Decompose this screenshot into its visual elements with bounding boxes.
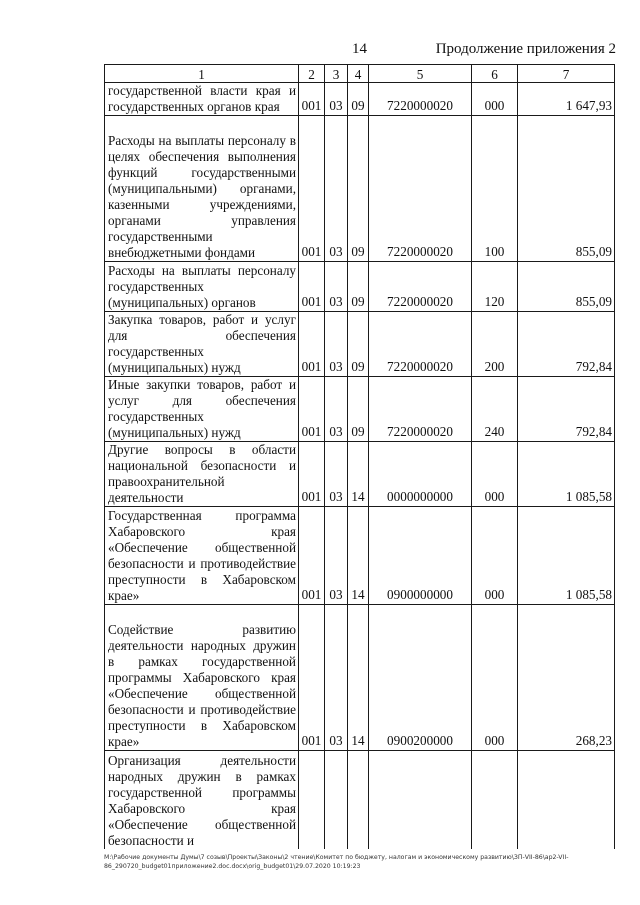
ministry-code: 001	[299, 377, 325, 442]
subsection-code: 14	[348, 605, 369, 751]
section-code	[325, 751, 348, 849]
subsection-code: 09	[348, 83, 369, 116]
table-row	[105, 442, 615, 507]
subsection-code: 14	[348, 442, 369, 507]
subsection-code: 09	[348, 116, 369, 262]
subsection-code: 09	[348, 312, 369, 377]
ministry-code: 001	[299, 507, 325, 605]
target-article-code: 0900200000	[369, 605, 472, 751]
target-article-code	[369, 751, 472, 849]
column-header: 6	[472, 65, 518, 83]
expense-type-code: 200	[472, 312, 518, 377]
section-code: 03	[325, 83, 348, 116]
amount: 792,84	[518, 377, 615, 442]
expense-name: Государственная программа Хабаровского края «Обеспечение общественной безопасности и противодействие преступности в Хабаровском крае»	[105, 507, 299, 605]
column-header: 2	[299, 65, 325, 83]
section-code: 03	[325, 507, 348, 605]
amount	[518, 751, 615, 849]
amount: 268,23	[518, 605, 615, 751]
column-header: 7	[518, 65, 615, 83]
table-row	[105, 507, 615, 605]
expense-name: Организация деятельности народных дружин в рамках государственной программы Хабаровского края «Обеспечение общественной безопасности и	[105, 751, 299, 849]
table-header-row	[105, 65, 615, 83]
expense-name: Закупка товаров, работ и услуг для обеспечения государственных (муниципальных) нужд	[105, 312, 299, 377]
ministry-code: 001	[299, 116, 325, 262]
table-row	[105, 83, 615, 116]
table-row	[105, 116, 615, 262]
expense-type-code: 000	[472, 605, 518, 751]
expense-type-code	[472, 751, 518, 849]
expense-type-code: 100	[472, 116, 518, 262]
expense-type-code: 000	[472, 442, 518, 507]
amount: 1 647,93	[518, 83, 615, 116]
target-article-code: 0000000000	[369, 442, 472, 507]
ministry-code	[299, 751, 325, 849]
amount: 855,09	[518, 262, 615, 312]
section-code: 03	[325, 312, 348, 377]
expense-type-code: 240	[472, 377, 518, 442]
budget-table	[104, 64, 615, 849]
amount: 792,84	[518, 312, 615, 377]
column-header: 3	[325, 65, 348, 83]
ministry-code: 001	[299, 605, 325, 751]
expense-type-code: 000	[472, 83, 518, 116]
column-header: 4	[348, 65, 369, 83]
expense-name: государственной власти края и государственных органов края	[105, 83, 299, 116]
table-row	[105, 262, 615, 312]
subsection-code: 14	[348, 507, 369, 605]
subsection-code: 09	[348, 262, 369, 312]
target-article-code: 7220000020	[369, 377, 472, 442]
expense-name: Иные закупки товаров, работ и услуг для обеспечения государственных (муниципальных) нужд	[105, 377, 299, 442]
column-header: 1	[105, 65, 299, 83]
amount: 1 085,58	[518, 507, 615, 605]
ministry-code: 001	[299, 262, 325, 312]
section-code: 03	[325, 262, 348, 312]
expense-name: Содействие развитию деятельности народных дружин в рамках государственной программы Хабаровского края «Обеспечение общественной безопасности и противодействие преступности в Хабаровском крае»	[105, 605, 299, 751]
page-number: 14	[352, 41, 367, 57]
amount: 1 085,58	[518, 442, 615, 507]
table-row	[105, 605, 615, 751]
subsection-code: 09	[348, 377, 369, 442]
expense-name: Расходы на выплаты персоналу в целях обеспечения выполнения функций государственными (муниципальными) органами, казенными учреждениями, органами управления государственными внебюджетными фондами	[105, 116, 299, 262]
expense-type-code: 120	[472, 262, 518, 312]
table-row	[105, 377, 615, 442]
ministry-code: 001	[299, 442, 325, 507]
section-code: 03	[325, 605, 348, 751]
table-row	[105, 751, 615, 849]
target-article-code: 7220000020	[369, 83, 472, 116]
section-code: 03	[325, 442, 348, 507]
continuation-note: Продолжение приложения 2	[435, 41, 616, 57]
target-article-code: 7220000020	[369, 262, 472, 312]
section-code: 03	[325, 377, 348, 442]
expense-type-code: 000	[472, 507, 518, 605]
expense-name: Расходы на выплаты персоналу государственных (муниципальных) органов	[105, 262, 299, 312]
ministry-code: 001	[299, 83, 325, 116]
ministry-code: 001	[299, 312, 325, 377]
target-article-code: 7220000020	[369, 116, 472, 262]
column-header: 5	[369, 65, 472, 83]
expense-name: Другие вопросы в области национальной безопасности и правоохранительной деятельности	[105, 442, 299, 507]
subsection-code	[348, 751, 369, 849]
table-row	[105, 312, 615, 377]
target-article-code: 0900000000	[369, 507, 472, 605]
section-code: 03	[325, 116, 348, 262]
amount: 855,09	[518, 116, 615, 262]
file-path-footer: M:\Рабочие документы Думы\7 созыв\Проекты\Законы\2 чтение\Комитет по бюджету, налогам и экономическому развитию\ЗП-VII-86\ap2-VII-86_290720_budget01приложение2.doc.docx\orig_budget01\29.07.2020 10:19:23	[104, 854, 569, 870]
target-article-code: 7220000020	[369, 312, 472, 377]
